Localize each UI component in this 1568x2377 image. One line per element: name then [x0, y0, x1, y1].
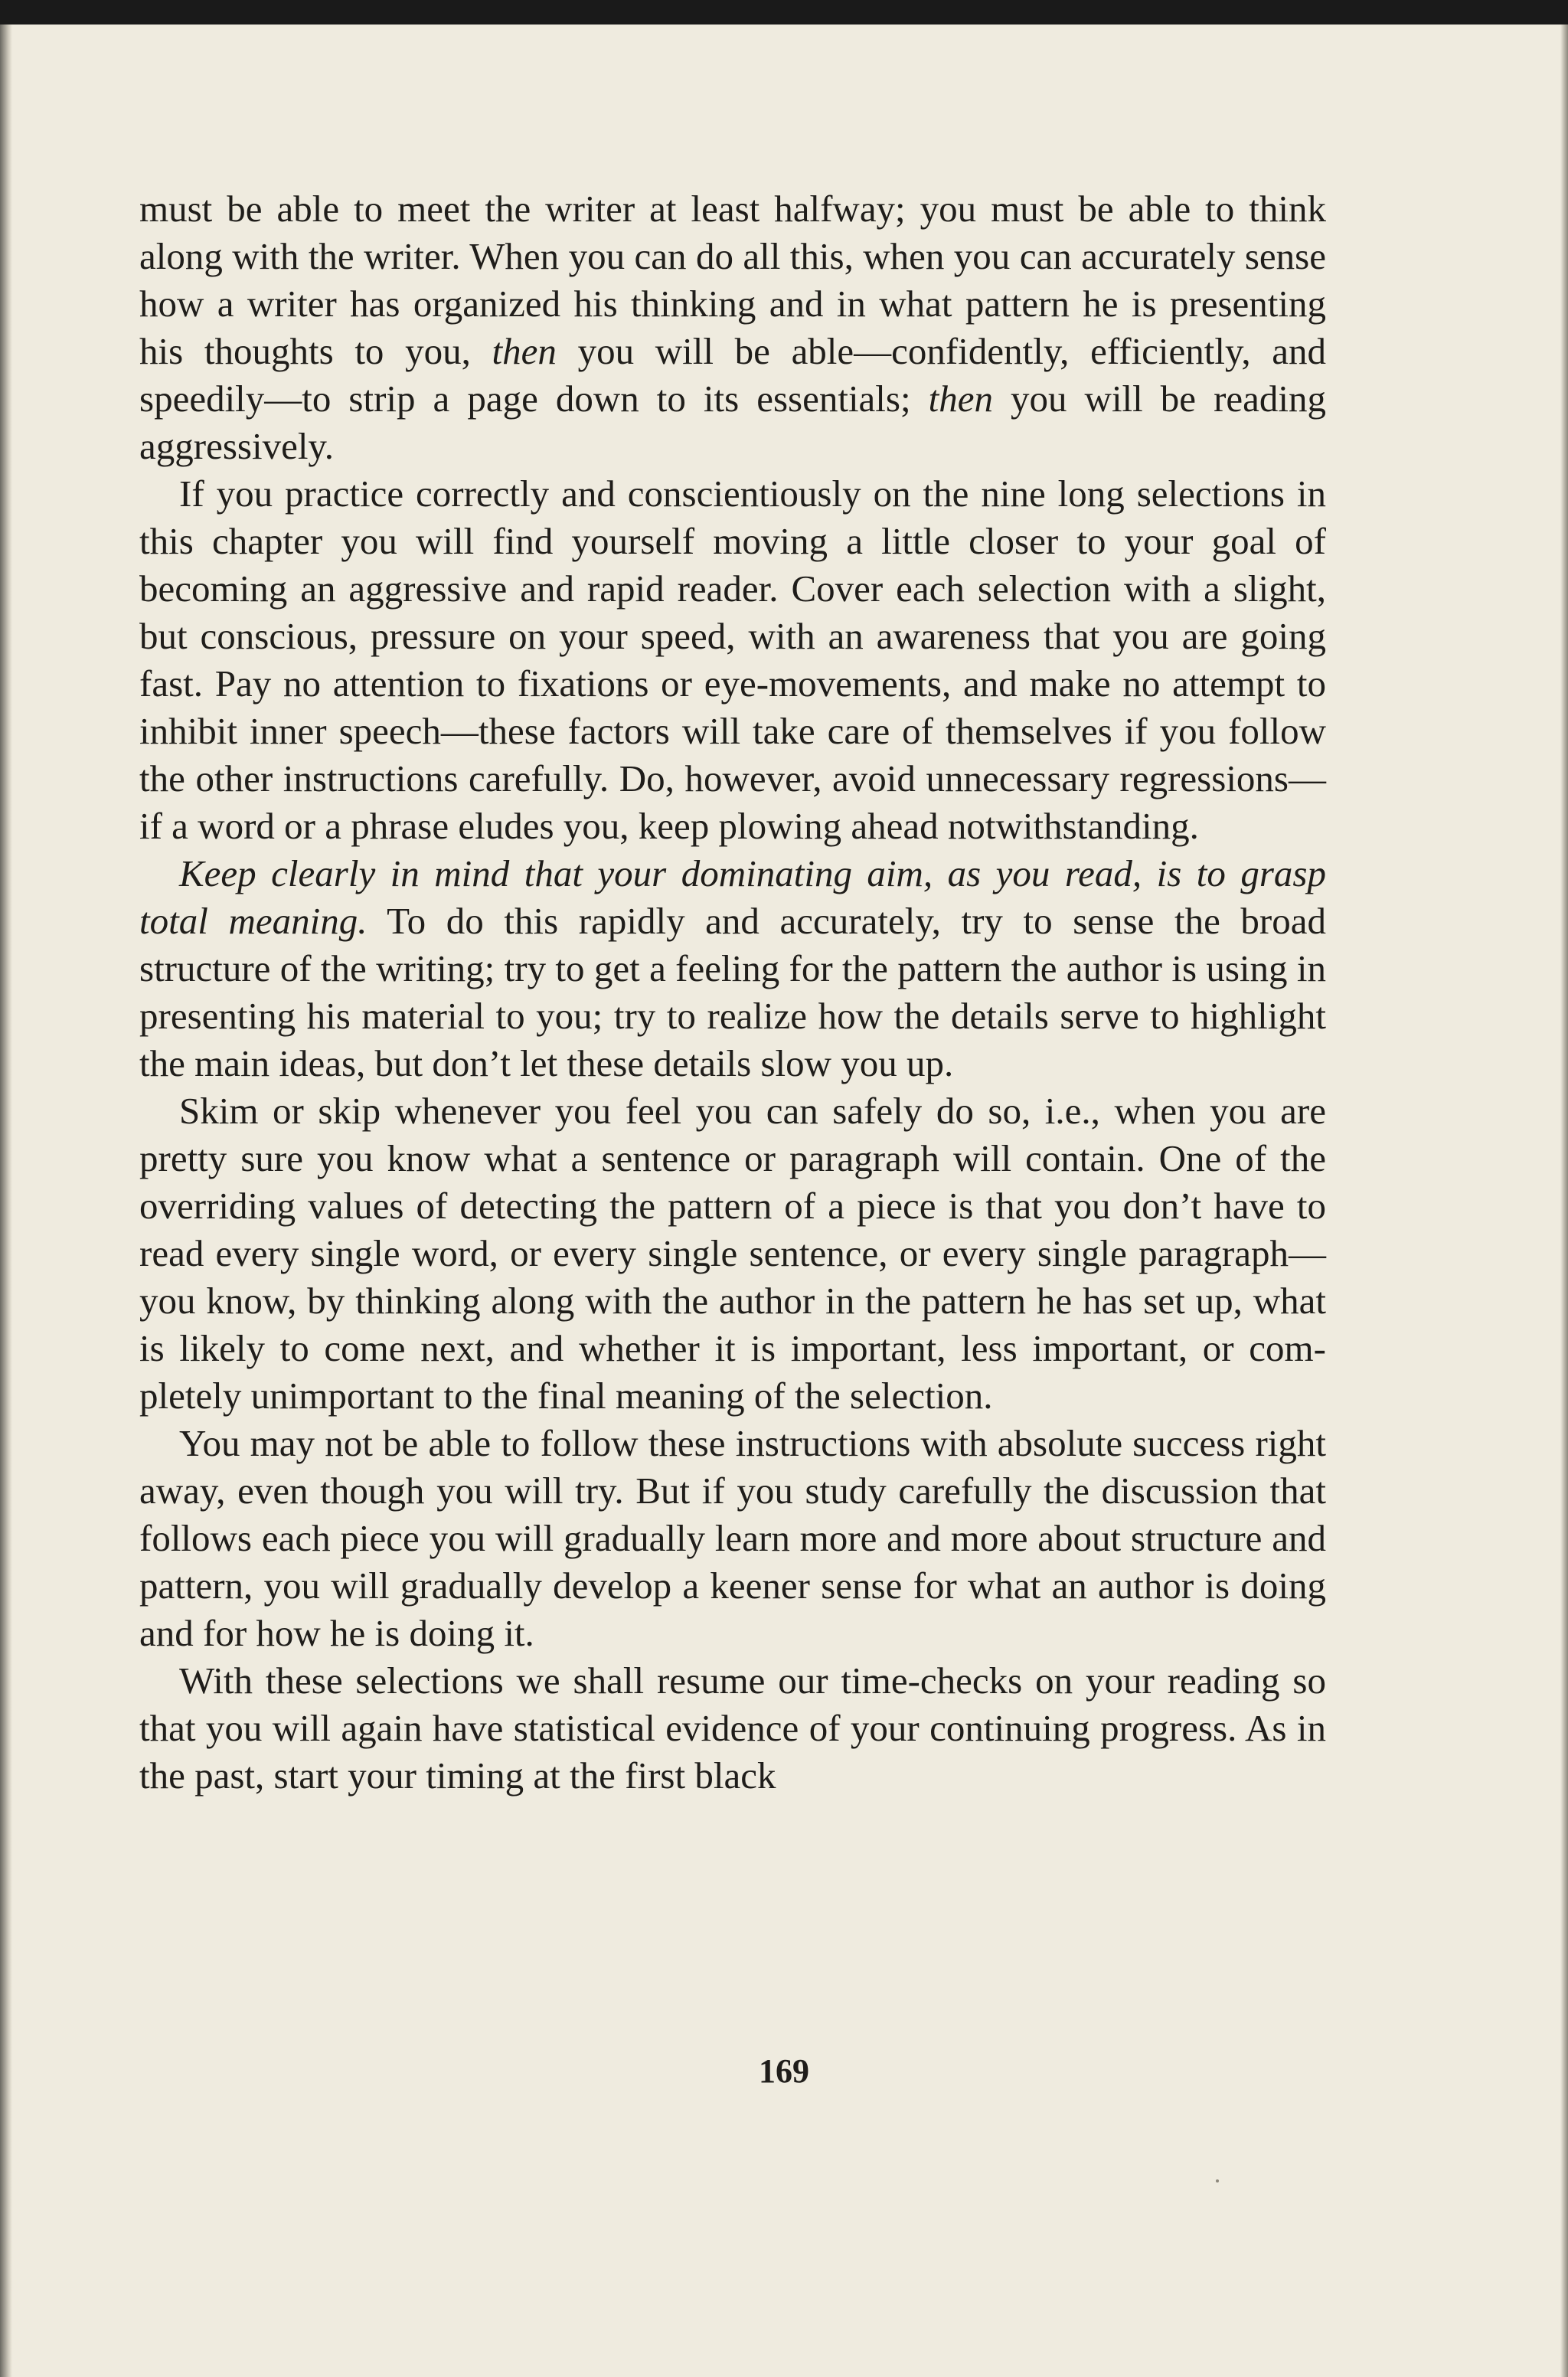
text-run: Skim or skip whenever you feel you can safely do so, i.e., when you are pretty sure you know what a sentence or paragraph will contain. One of the overriding values of detecting the pattern of a piece is that you don’t have to read every single word, or every single sentence, or every single paragraph—you know, by thinking along with the author in the pattern he has set up, what is likely to come next, and whether it is important, less important, or completely unimportant to the final meaning of the selection.: [139, 1090, 1326, 1417]
emphasis-text: then: [928, 378, 994, 420]
text-run: To do this rapidly and accurately, try to sense the broad structure of the writing; try to get a feeling for the pattern the author is using in presenting his material to you; try to realize how the details serve to highlight the main ideas, but don’t let these details slow you up.: [139, 900, 1326, 1084]
paragraph: [139, 470, 1326, 850]
paragraph: [139, 185, 1326, 470]
scan-edge-left: [0, 25, 12, 2377]
book-page: [0, 25, 1568, 2377]
body-text: [139, 185, 1326, 1800]
emphasis-text: Keep clearly in mind that your dominating aim, as you read, is to grasp total meaning.: [139, 852, 1326, 942]
scan-edge-right: [1560, 25, 1568, 2377]
paragraph: [139, 1087, 1326, 1420]
scan-speck: [1216, 2179, 1219, 2182]
text-run: If you practice correctly and conscientiously on the nine long selections in this chapter you will find yourself moving a little closer to your goal of becoming an aggressive and rapid reader. Cover each selection with a slight, but conscious, pressure on your speed, with an awareness that you are going fast. Pay no attention to fixations or eye-movements, and make no attempt to inhibit inner speech—these factors will take care of themselves if you follow the other instructions carefully. Do, however, avoid unnecessary regressions—if a word or a phrase eludes you, keep plowing ahead notwithstanding.: [139, 472, 1326, 847]
text-run: you will be reading aggressively.: [139, 378, 1326, 467]
emphasis-text: then: [492, 330, 557, 372]
paragraph: [139, 1657, 1326, 1800]
paragraph: [139, 1420, 1326, 1657]
paragraph: [139, 850, 1326, 1087]
text-run: With these selections we shall resume our time-checks on your reading so that you will again have statistical evidence of your continuing progress. As in the past, start your timing at the first black: [139, 1659, 1326, 1797]
text-run: must be able to meet the writer at least halfway; you must be able to think along with the writer. When you can do all this, when you can accurately sense how a writer has organized his thinking and in what pattern he is presenting his thoughts to you,: [139, 188, 1326, 372]
text-run: you will be able—confidently, efficiently, and speedily—to strip a page down to its essentials;: [139, 330, 1327, 420]
text-run: You may not be able to follow these instructions with absolute success right away, even though you will try. But if you study carefully the discussion that follows each piece you will gradually learn more and more about structure and pattern, you will gradually develop a keener sense for what an author is doing and for how he is doing it.: [139, 1422, 1326, 1654]
page-number: 169: [759, 2052, 809, 2090]
